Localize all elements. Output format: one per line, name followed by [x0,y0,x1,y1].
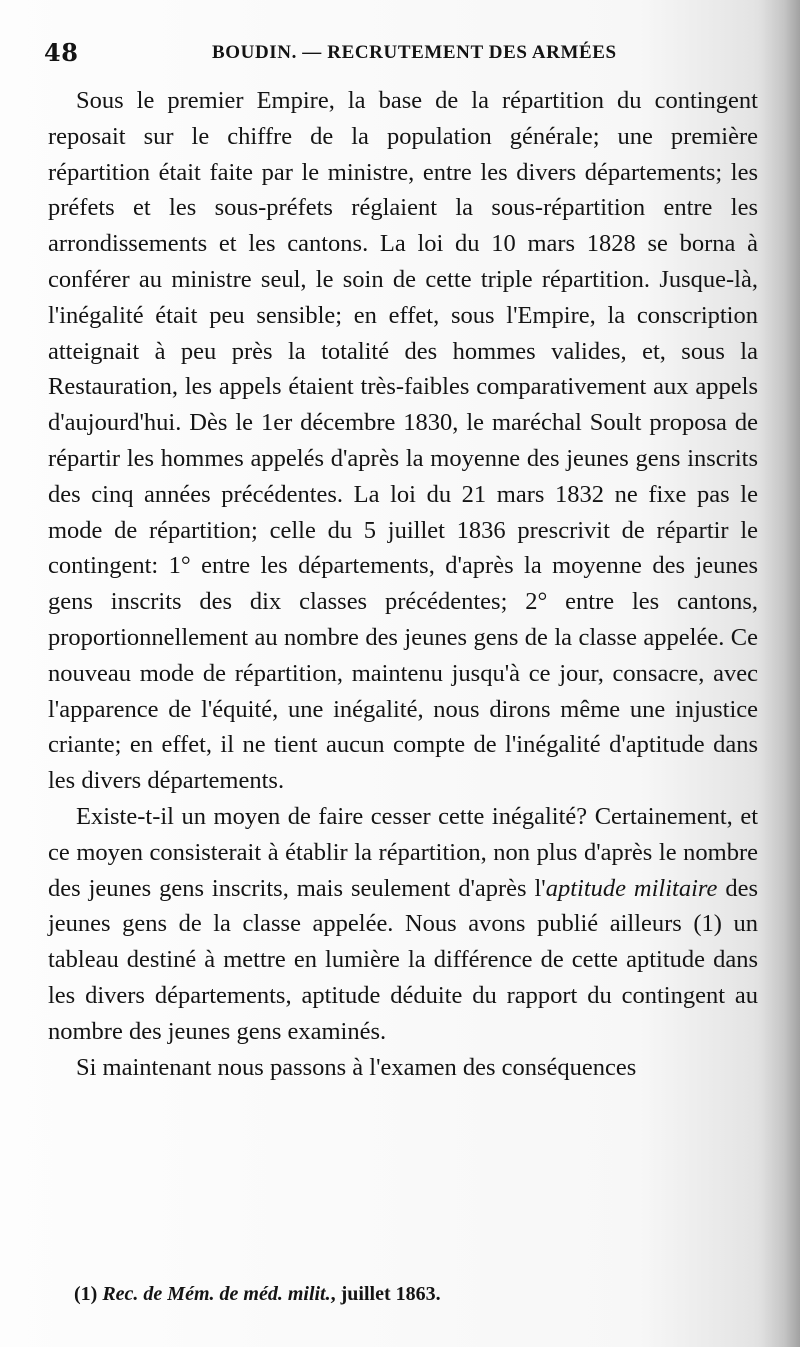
footnote [74,1283,441,1306]
body-text [48,83,758,1085]
footnote-date: , juillet 1863. [330,1283,441,1305]
paragraph-2-text-a: Existe-t-il un moyen de faire cesser cette inégalité? Certainement, et ce moyen consisterait à établir la répartition, non plus d'après le nombre des jeunes gens inscrits, mais seulement d'après l' [48,802,758,902]
paragraph-3: Si maintenant nous passons à l'examen des conséquences [76,1053,637,1081]
paragraph-2-text-b: des jeunes gens de la classe appelée. Nous avons publié ailleurs (1) un tableau destiné à mettre en lumière la différence de cette aptitude dans les divers départements, aptitude déduite du rapport du contingent au nombre des jeunes gens examinés. [48,874,758,1045]
running-title: BOUDIN. — RECRUTEMENT DES ARMÉES [212,42,617,63]
paragraph-2-italic-term: aptitude militaire [545,874,718,902]
page-edge-shadow [760,0,800,1347]
paragraph-2 [48,799,758,1050]
footnote-marker: (1) [74,1283,98,1305]
page-number: 48 [44,38,79,67]
paragraph-1: Sous le premier Empire, la base de la répartition du contingent reposait sur le chiffre de la population générale; une première répartition était faite par le ministre, entre les divers départements; les préfets et les sous-préfets réglaient la sous-répartition entre les arrondissements et les cantons. La loi du 10 mars 1828 se borna à conférer au ministre seul, le soin de cette triple répartition. Jusque-là, l'inégalité était peu sensible; en effet, sous l'Empire, la conscription atteignait à peu près la totalité des hommes valides, et, sous la Restauration, les appels étaient très-faibles comparativement aux appels d'aujourd'hui. Dès le 1er décembre 1830, le maréchal Soult proposa de répartir les hommes appelés d'après la moyenne des jeunes gens inscrits des cinq années précédentes. La loi du 21 mars 1832 ne fixe pas le mode de répartition; celle du 5 juillet 1836 prescrivit de répartir le contingent: 1° entre les départements, d'après la moyenne des jeunes gens inscrits des dix classes précédentes; 2° entre les cantons, proportionnellement au nombre des jeunes gens de la classe appelée. Ce nouveau mode de répartition, maintenu jusqu'à ce jour, consacre, avec l'apparence de l'équité, une inégalité, nous dirons même une injustice criante; en effet, il ne tient aucun compte de l'inégalité d'aptitude dans les divers départements. [48,87,758,795]
running-header [44,38,756,68]
footnote-source: Rec. de Mém. de méd. milit. [102,1283,331,1305]
